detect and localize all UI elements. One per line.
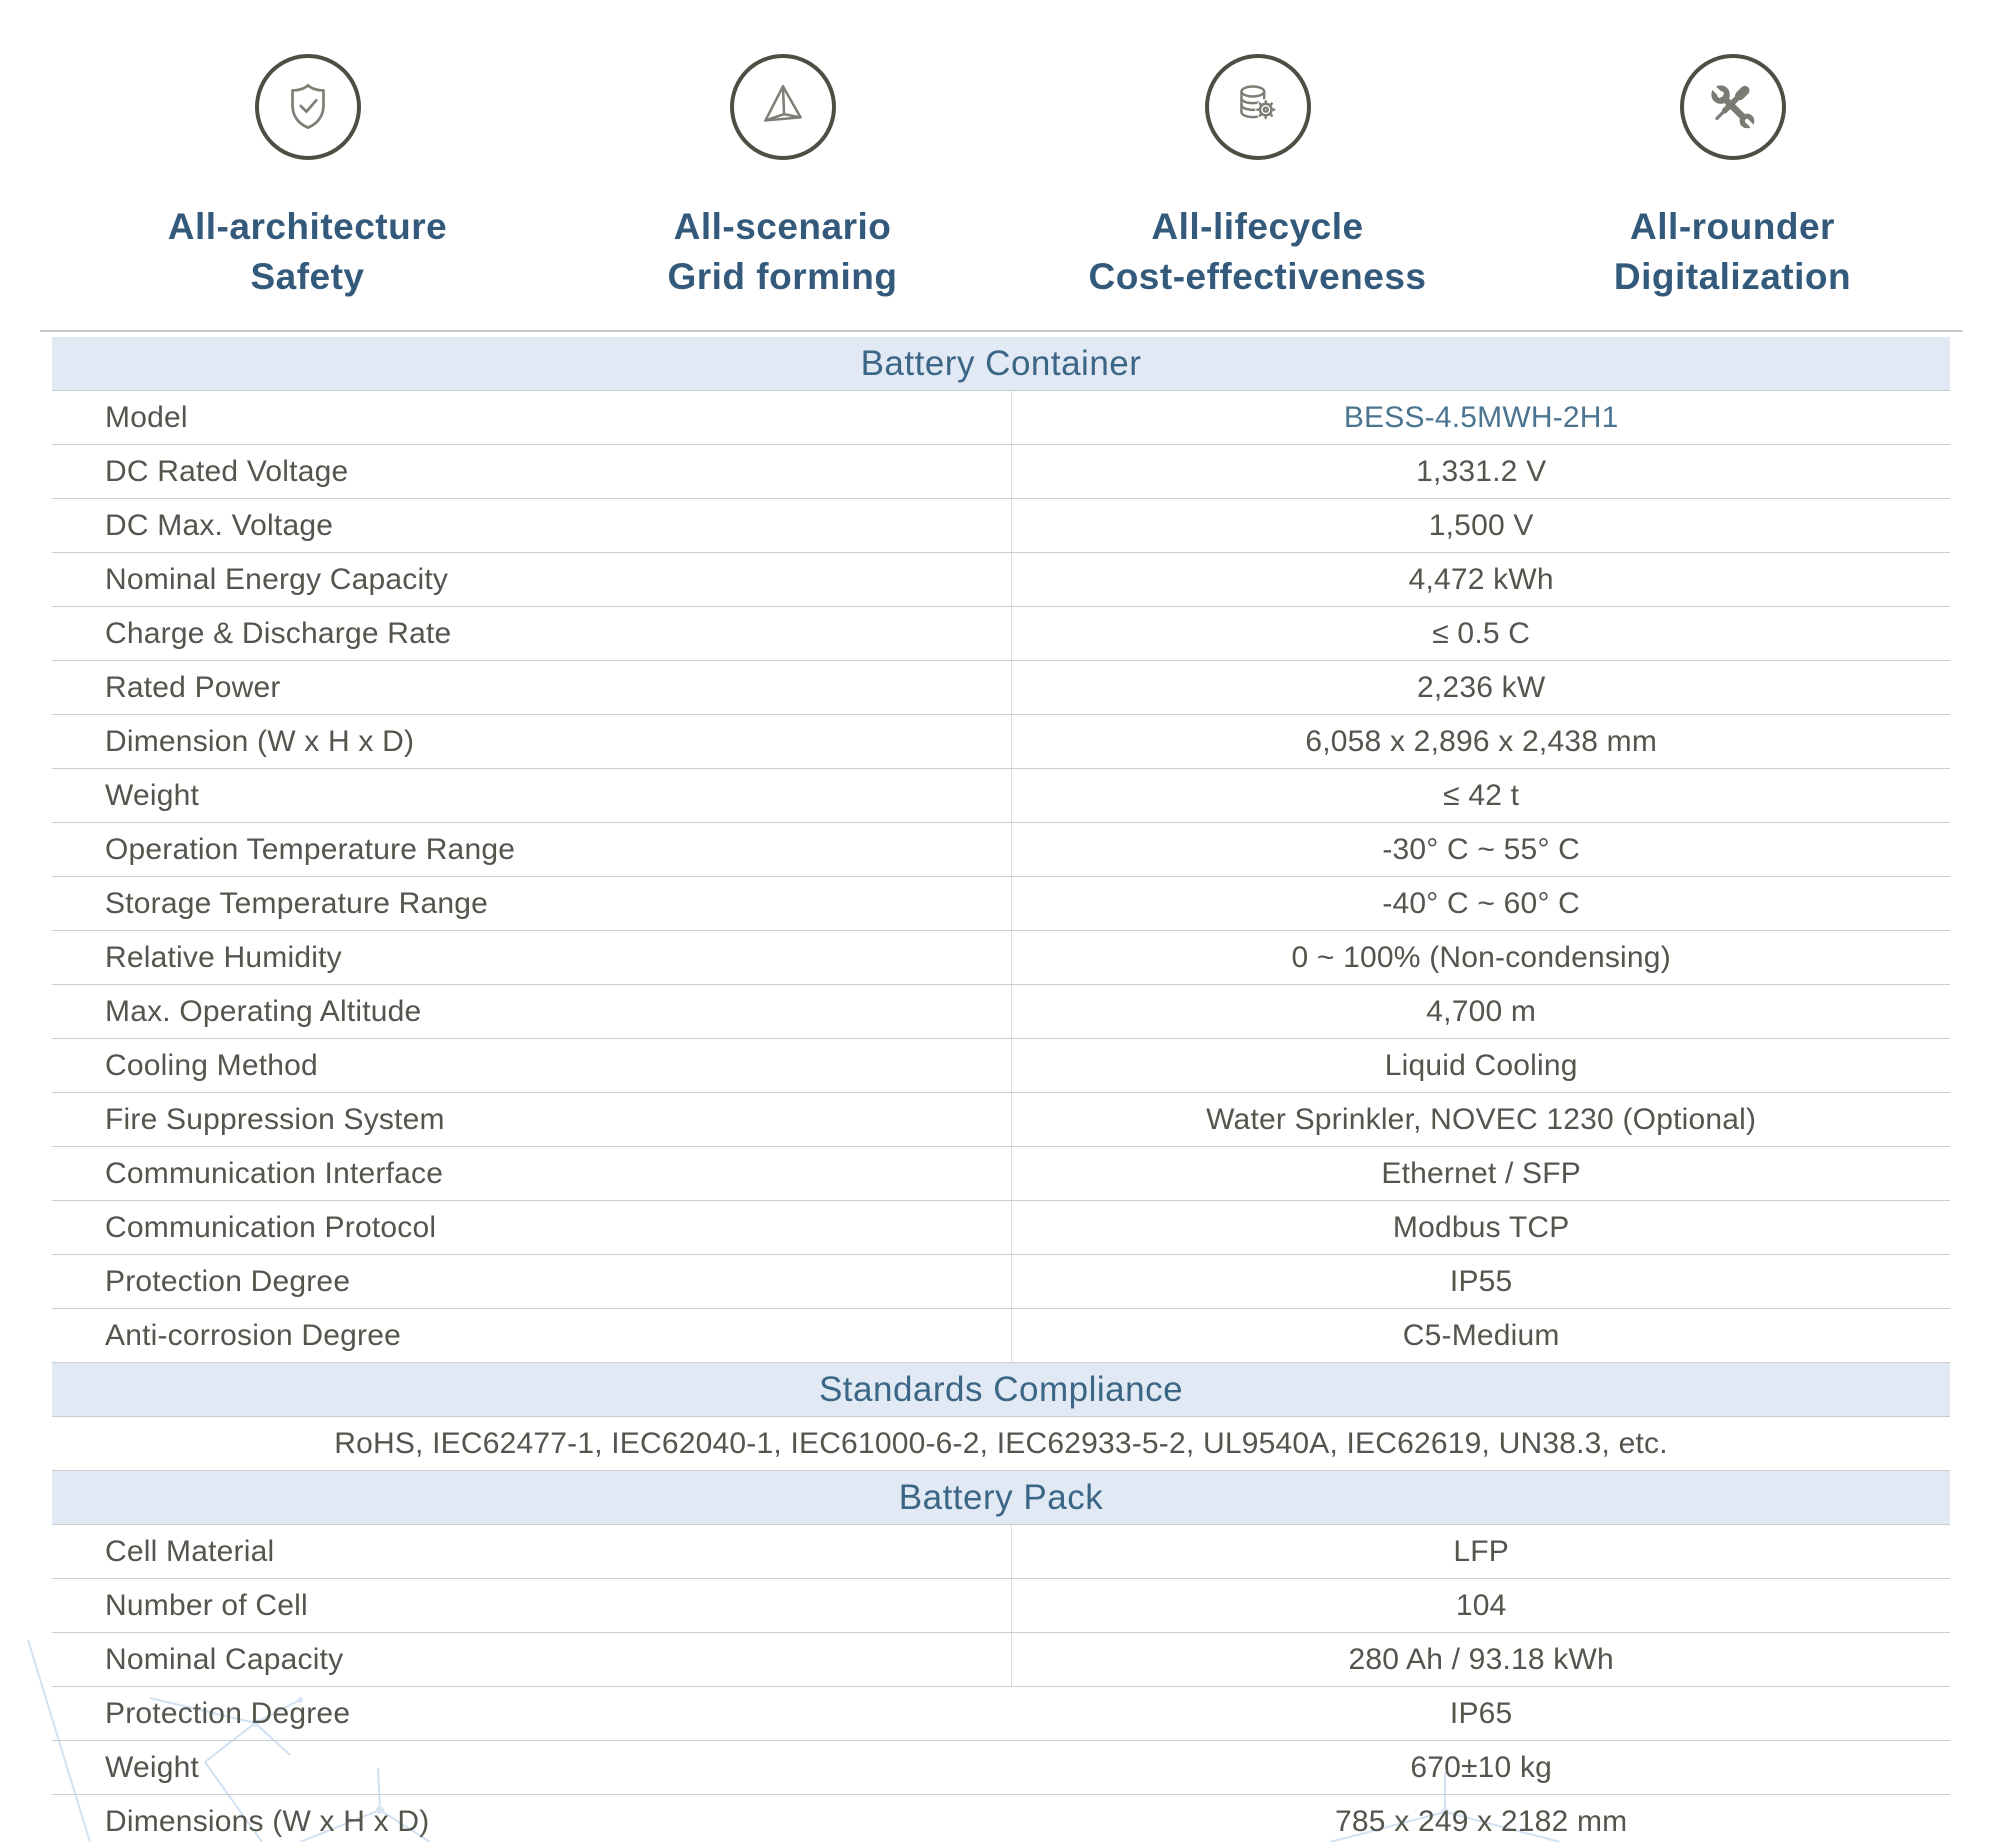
spec-row: [52, 931, 1950, 985]
database-gear-icon: [1205, 54, 1311, 160]
spec-label: Weight: [105, 1750, 200, 1784]
spec-value: -40° C ~ 60° C: [1382, 886, 1581, 920]
table-top-rule: [40, 330, 1963, 332]
section-header: [52, 1363, 1950, 1417]
spec-value: -30° C ~ 55° C: [1382, 832, 1581, 866]
spec-label: DC Rated Voltage: [52, 445, 1012, 498]
spec-row: [52, 1741, 1950, 1795]
spec-row: [52, 499, 1950, 553]
spec-value: 4,700 m: [1426, 994, 1537, 1028]
spec-row: [52, 661, 1950, 715]
spec-value: 1,331.2 V: [1416, 454, 1547, 488]
spec-label: Nominal Capacity: [52, 1633, 1012, 1686]
feature-label-line1: All-rounder: [1630, 206, 1835, 247]
spec-label: Cell Material: [52, 1525, 1012, 1578]
tools-icon: [1680, 54, 1786, 160]
spec-label: DC Max. Voltage: [52, 499, 1012, 552]
feature-label: [667, 202, 897, 302]
spec-label: Rated Power: [52, 661, 1012, 714]
feature-label-line2: Cost-effectiveness: [1088, 256, 1427, 297]
spec-row: [52, 769, 1950, 823]
spec-label: Communication Protocol: [52, 1201, 1012, 1254]
spec-label: Max. Operating Altitude: [52, 985, 1012, 1038]
feature-cost-effectiveness: [1020, 54, 1495, 302]
section-title: Battery Container: [860, 343, 1142, 383]
spec-value: 785 x 249 x 2182 mm: [1335, 1804, 1628, 1838]
spec-value: LFP: [1453, 1534, 1509, 1568]
tetrahedron-icon: [730, 54, 836, 160]
spec-label: Dimensions (W x H x D): [105, 1804, 430, 1838]
feature-label: [168, 202, 447, 302]
feature-label-line2: Digitalization: [1613, 256, 1852, 297]
section-header: [52, 1471, 1950, 1525]
spec-value: 0 ~ 100% (Non-condensing): [1291, 940, 1671, 974]
spec-row: [52, 1201, 1950, 1255]
spec-row: [52, 607, 1950, 661]
spec-value: 104: [1455, 1588, 1507, 1622]
spec-label: Dimension (W x H x D): [52, 715, 1012, 768]
spec-value: ≤ 42 t: [1443, 778, 1520, 812]
spec-row: [52, 445, 1950, 499]
spec-value: ≤ 0.5 C: [1432, 616, 1531, 650]
spec-value: 2,236 kW: [1417, 670, 1546, 704]
spec-row: [52, 1093, 1950, 1147]
spec-row: [52, 1255, 1950, 1309]
feature-grid-forming: [545, 54, 1020, 302]
spec-label: Storage Temperature Range: [52, 877, 1012, 930]
spec-label: Nominal Energy Capacity: [52, 553, 1012, 606]
feature-label-line1: All-scenario: [673, 206, 892, 247]
spec-value: C5-Medium: [1402, 1318, 1560, 1352]
spec-row: [52, 1309, 1950, 1363]
compliance-row: [52, 1417, 1950, 1471]
spec-value: Ethernet / SFP: [1381, 1156, 1581, 1190]
spec-row: [52, 1525, 1950, 1579]
spec-label: Fire Suppression System: [52, 1093, 1012, 1146]
spec-label: Relative Humidity: [52, 931, 1012, 984]
spec-label: Weight: [52, 769, 1012, 822]
spec-value: 670±10 kg: [1410, 1750, 1553, 1784]
section-title: Standards Compliance: [818, 1369, 1184, 1409]
spec-value: Modbus TCP: [1392, 1210, 1570, 1244]
spec-row: [52, 1687, 1950, 1741]
spec-label: Cooling Method: [52, 1039, 1012, 1092]
spec-label: Number of Cell: [52, 1579, 1012, 1632]
spec-label: Anti-corrosion Degree: [52, 1309, 1012, 1362]
spec-value: 1,500 V: [1428, 508, 1534, 542]
feature-label: [1614, 202, 1851, 302]
section-header: [52, 337, 1950, 391]
spec-value: 4,472 kWh: [1408, 562, 1554, 596]
spec-value: 280 Ah / 93.18 kWh: [1348, 1642, 1614, 1676]
spec-value: Water Sprinkler, NOVEC 1230 (Optional): [1206, 1102, 1757, 1136]
spec-label: Operation Temperature Range: [52, 823, 1012, 876]
spec-label: Charge & Discharge Rate: [52, 607, 1012, 660]
feature-label-line1: All-lifecycle: [1151, 206, 1364, 247]
spec-label: Protection Degree: [52, 1255, 1012, 1308]
spec-row: [52, 553, 1950, 607]
spec-label: Communication Interface: [52, 1147, 1012, 1200]
spec-table: [52, 337, 1950, 1842]
spec-value: BESS-4.5MWH-2H1: [1343, 400, 1619, 434]
compliance-text: RoHS, IEC62477-1, IEC62040-1, IEC61000-6-2, IEC62933-5-2, UL9540A, IEC62619, UN38.3, etc.: [334, 1426, 1668, 1460]
feature-row: [70, 54, 1970, 302]
spec-value: IP65: [1449, 1696, 1513, 1730]
feature-label: [1088, 202, 1426, 302]
spec-row: [52, 1147, 1950, 1201]
section-title: Battery Pack: [898, 1477, 1104, 1517]
spec-label: Protection Degree: [105, 1696, 351, 1730]
feature-digitalization: [1495, 54, 1970, 302]
spec-value: 6,058 x 2,896 x 2,438 mm: [1305, 724, 1658, 758]
spec-row: [52, 823, 1950, 877]
feature-label-line2: Grid forming: [667, 256, 898, 297]
feature-label-line2: Safety: [250, 256, 365, 297]
spec-label: Model: [52, 391, 1012, 444]
spec-row: [52, 1579, 1950, 1633]
feature-safety: [70, 54, 545, 302]
feature-label-line1: All-architecture: [167, 206, 448, 247]
spec-value: Liquid Cooling: [1384, 1048, 1578, 1082]
spec-row: [52, 1633, 1950, 1687]
spec-row: [52, 391, 1950, 445]
spec-value: IP55: [1449, 1264, 1513, 1298]
spec-row: [52, 715, 1950, 769]
spec-row: [52, 1039, 1950, 1093]
shield-check-icon: [255, 54, 361, 160]
spec-row: [52, 1795, 1950, 1842]
spec-row: [52, 985, 1950, 1039]
spec-row: [52, 877, 1950, 931]
